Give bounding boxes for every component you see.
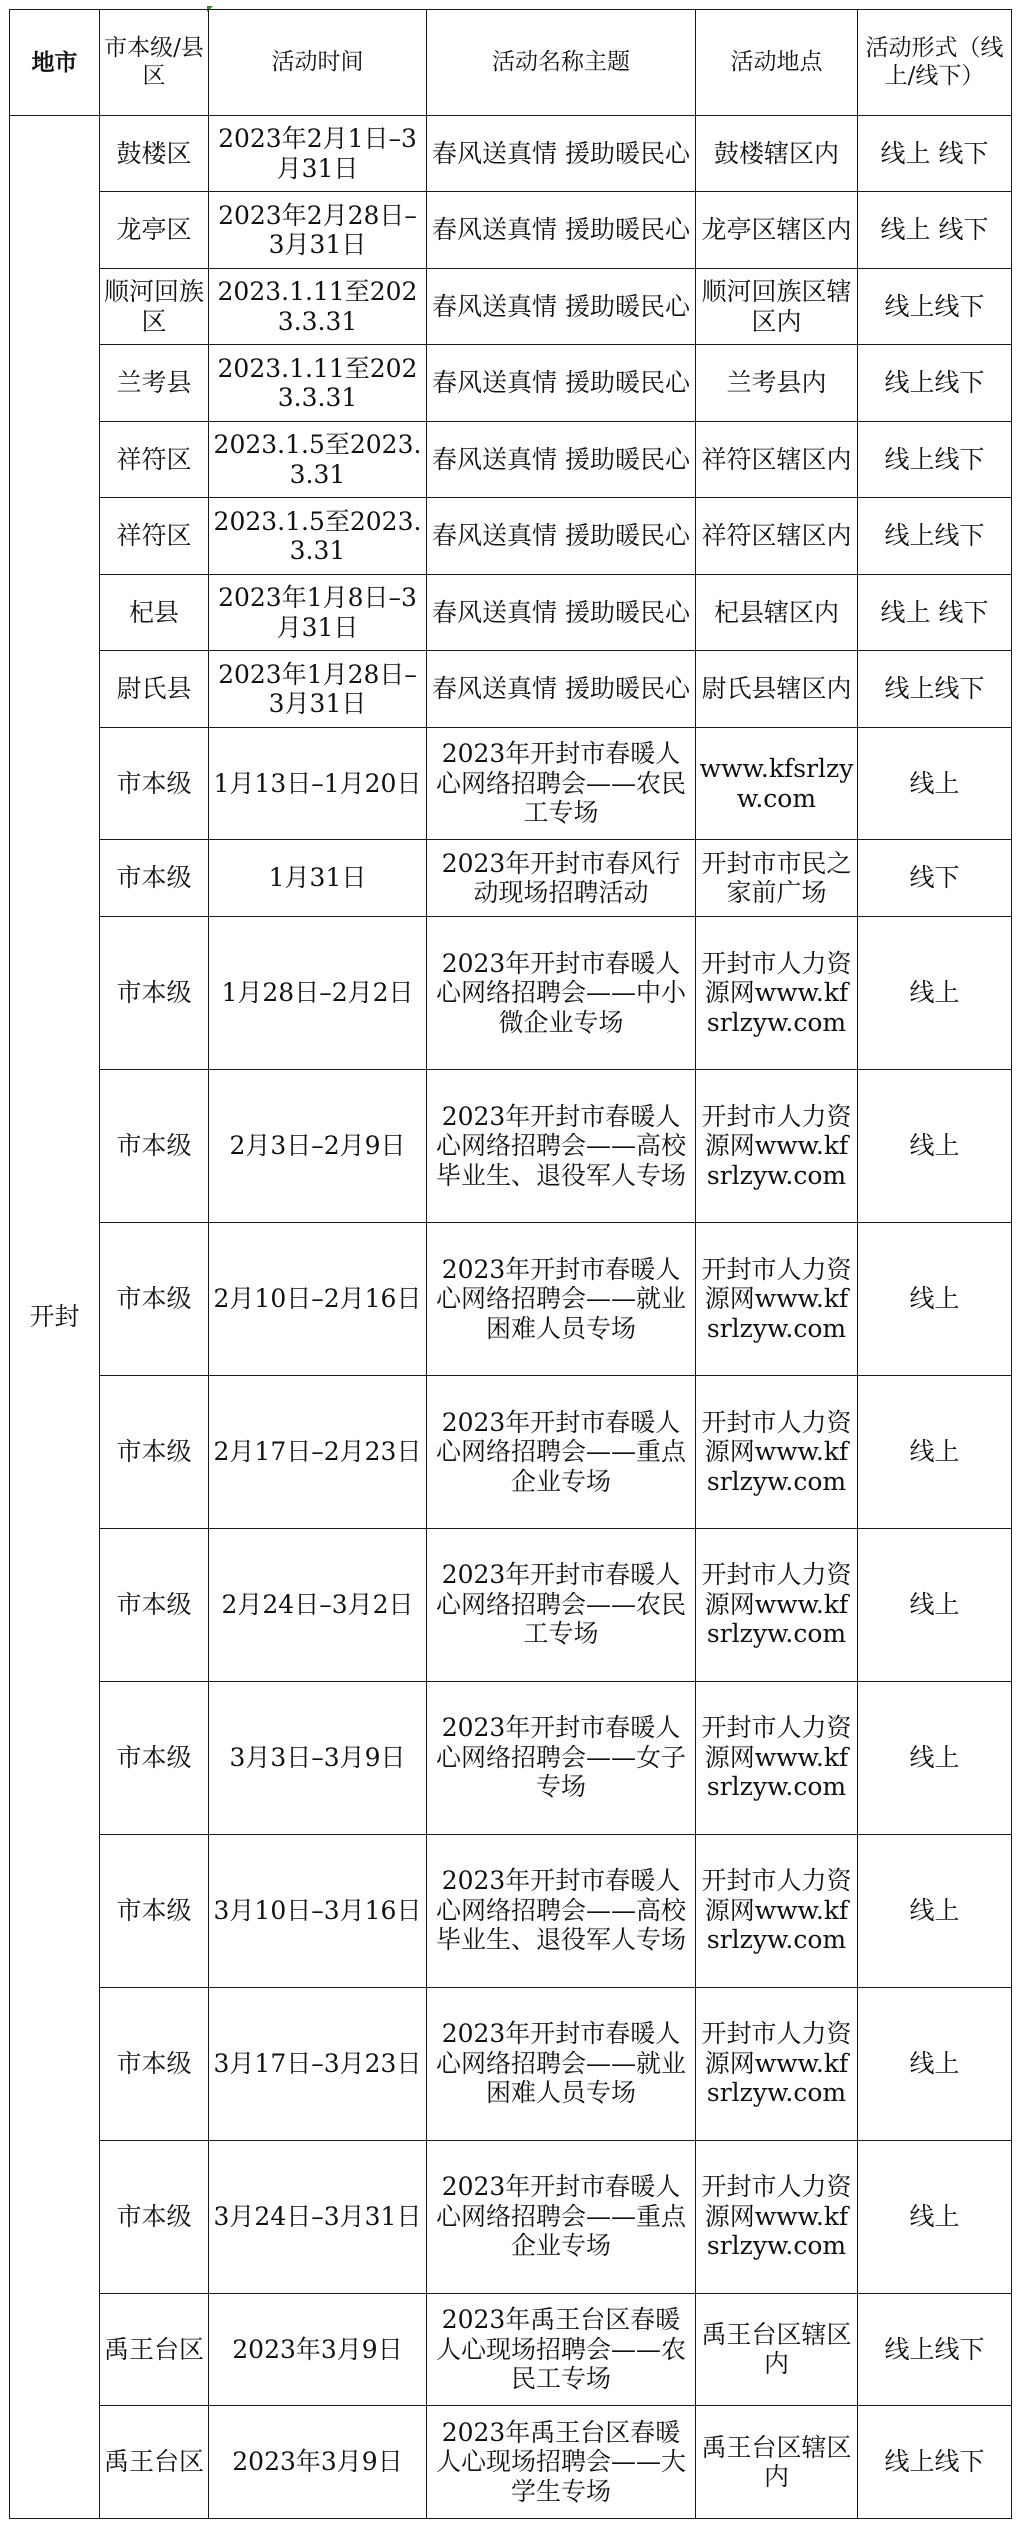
city-cell: 开封 bbox=[10, 116, 100, 2519]
level-cell: 顺河回族区 bbox=[100, 268, 209, 344]
level-cell: 鼓楼区 bbox=[100, 116, 209, 192]
header-theme: 活动名称主题 bbox=[427, 10, 696, 116]
table-row bbox=[10, 345, 1012, 421]
level-cell: 市本级 bbox=[100, 2140, 209, 2293]
table-row bbox=[10, 574, 1012, 650]
table-row bbox=[10, 2406, 1012, 2519]
header-city: 地市 bbox=[10, 10, 100, 116]
time-cell: 3月24日–3月31日 bbox=[209, 2140, 427, 2293]
place-cell: www.kfsrlzyw.com bbox=[696, 727, 858, 840]
place-cell: 开封市人力资源网www.kfsrlzyw.com bbox=[696, 2140, 858, 2293]
table-row bbox=[10, 2293, 1012, 2406]
level-cell: 杞县 bbox=[100, 574, 209, 650]
theme-cell: 春风送真情 援助暖民心 bbox=[427, 116, 696, 192]
theme-cell: 2023年开封市春暖人心网络招聘会——就业困难人员专场 bbox=[427, 1987, 696, 2140]
theme-cell: 2023年开封市春暖人心网络招聘会——重点企业专场 bbox=[427, 1375, 696, 1528]
header-place: 活动地点 bbox=[696, 10, 858, 116]
format-cell: 线上 bbox=[858, 727, 1012, 840]
time-cell: 3月17日–3月23日 bbox=[209, 1987, 427, 2140]
level-cell: 禹王台区 bbox=[100, 2406, 209, 2519]
header-format: 活动形式（线上/线下） bbox=[858, 10, 1012, 116]
level-cell: 市本级 bbox=[100, 1681, 209, 1834]
theme-cell: 2023年开封市春暖人心网络招聘会——女子专场 bbox=[427, 1681, 696, 1834]
theme-cell: 春风送真情 援助暖民心 bbox=[427, 498, 696, 574]
time-cell: 2023年3月9日 bbox=[209, 2406, 427, 2519]
place-cell: 开封市人力资源网www.kfsrlzyw.com bbox=[696, 1222, 858, 1375]
header-level: 市本级/县区 bbox=[100, 10, 209, 116]
level-cell: 禹王台区 bbox=[100, 2293, 209, 2406]
time-cell: 3月10日–3月16日 bbox=[209, 1834, 427, 1987]
level-cell: 尉氏县 bbox=[100, 651, 209, 727]
level-cell: 市本级 bbox=[100, 1069, 209, 1222]
place-cell: 兰考县内 bbox=[696, 345, 858, 421]
time-cell: 2023.1.5至2023.3.31 bbox=[209, 421, 427, 497]
place-cell: 禹王台区辖区内 bbox=[696, 2293, 858, 2406]
time-cell: 2月3日–2月9日 bbox=[209, 1069, 427, 1222]
time-cell: 2月10日–2月16日 bbox=[209, 1222, 427, 1375]
theme-cell: 2023年开封市春暖人心网络招聘会——农民工专场 bbox=[427, 1528, 696, 1681]
table-row bbox=[10, 840, 1012, 916]
format-cell: 线上 线下 bbox=[858, 116, 1012, 192]
format-cell: 线上 线下 bbox=[858, 192, 1012, 268]
format-cell: 线上线下 bbox=[858, 498, 1012, 574]
format-cell: 线上线下 bbox=[858, 651, 1012, 727]
time-cell: 2023年1月28日–3月31日 bbox=[209, 651, 427, 727]
table-row bbox=[10, 651, 1012, 727]
table-row bbox=[10, 116, 1012, 192]
place-cell: 杞县辖区内 bbox=[696, 574, 858, 650]
theme-cell: 春风送真情 援助暖民心 bbox=[427, 574, 696, 650]
theme-cell: 2023年开封市春暖人心网络招聘会——高校毕业生、退役军人专场 bbox=[427, 1069, 696, 1222]
format-cell: 线上 bbox=[858, 1681, 1012, 1834]
theme-cell: 2023年开封市春暖人心网络招聘会——高校毕业生、退役军人专场 bbox=[427, 1834, 696, 1987]
place-cell: 开封市人力资源网www.kfsrlzyw.com bbox=[696, 1681, 858, 1834]
theme-cell: 春风送真情 援助暖民心 bbox=[427, 192, 696, 268]
format-cell: 线上 bbox=[858, 1375, 1012, 1528]
time-cell: 3月3日–3月9日 bbox=[209, 1681, 427, 1834]
level-cell: 兰考县 bbox=[100, 345, 209, 421]
place-cell: 开封市人力资源网www.kfsrlzyw.com bbox=[696, 1834, 858, 1987]
theme-cell: 2023年禹王台区春暖人心现场招聘会——大学生专场 bbox=[427, 2406, 696, 2519]
time-cell: 2月24日–3月2日 bbox=[209, 1528, 427, 1681]
table-row bbox=[10, 421, 1012, 497]
table-row bbox=[10, 498, 1012, 574]
time-cell: 2023年2月1日–3月31日 bbox=[209, 116, 427, 192]
level-cell: 市本级 bbox=[100, 1987, 209, 2140]
format-cell: 线上线下 bbox=[858, 2406, 1012, 2519]
table-row bbox=[10, 1987, 1012, 2140]
format-cell: 线上 bbox=[858, 1069, 1012, 1222]
theme-cell: 2023年禹王台区春暖人心现场招聘会——农民工专场 bbox=[427, 2293, 696, 2406]
time-cell: 2023.1.5至2023.3.31 bbox=[209, 498, 427, 574]
level-cell: 市本级 bbox=[100, 727, 209, 840]
table-row bbox=[10, 268, 1012, 344]
format-cell: 线上线下 bbox=[858, 268, 1012, 344]
time-cell: 1月28日–2月2日 bbox=[209, 916, 427, 1069]
level-cell: 龙亭区 bbox=[100, 192, 209, 268]
theme-cell: 2023年开封市春暖人心网络招聘会——就业困难人员专场 bbox=[427, 1222, 696, 1375]
time-cell: 2月17日–2月23日 bbox=[209, 1375, 427, 1528]
format-cell: 线上线下 bbox=[858, 2293, 1012, 2406]
place-cell: 鼓楼辖区内 bbox=[696, 116, 858, 192]
format-cell: 线下 bbox=[858, 840, 1012, 916]
theme-cell: 春风送真情 援助暖民心 bbox=[427, 651, 696, 727]
activity-table bbox=[9, 9, 1012, 2519]
place-cell: 开封市人力资源网www.kfsrlzyw.com bbox=[696, 916, 858, 1069]
time-cell: 2023年1月8日–3月31日 bbox=[209, 574, 427, 650]
place-cell: 开封市人力资源网www.kfsrlzyw.com bbox=[696, 1069, 858, 1222]
table-row bbox=[10, 727, 1012, 840]
theme-cell: 2023年开封市春风行动现场招聘活动 bbox=[427, 840, 696, 916]
header-row bbox=[10, 10, 1012, 116]
format-cell: 线上线下 bbox=[858, 421, 1012, 497]
time-cell: 1月13日–1月20日 bbox=[209, 727, 427, 840]
table-row bbox=[10, 916, 1012, 1069]
table-row bbox=[10, 1528, 1012, 1681]
header-time: 活动时间 bbox=[209, 10, 427, 116]
theme-cell: 春风送真情 援助暖民心 bbox=[427, 345, 696, 421]
level-cell: 市本级 bbox=[100, 1375, 209, 1528]
level-cell: 市本级 bbox=[100, 1528, 209, 1681]
table-row bbox=[10, 1375, 1012, 1528]
time-cell: 1月31日 bbox=[209, 840, 427, 916]
place-cell: 祥符区辖区内 bbox=[696, 421, 858, 497]
time-cell: 2023年3月9日 bbox=[209, 2293, 427, 2406]
format-cell: 线上 bbox=[858, 1528, 1012, 1681]
format-cell: 线上 bbox=[858, 1987, 1012, 2140]
level-cell: 祥符区 bbox=[100, 498, 209, 574]
level-cell: 市本级 bbox=[100, 916, 209, 1069]
format-cell: 线上线下 bbox=[858, 345, 1012, 421]
place-cell: 开封市人力资源网www.kfsrlzyw.com bbox=[696, 1375, 858, 1528]
table-row bbox=[10, 1222, 1012, 1375]
theme-cell: 2023年开封市春暖人心网络招聘会——中小微企业专场 bbox=[427, 916, 696, 1069]
place-cell: 顺河回族区辖区内 bbox=[696, 268, 858, 344]
level-cell: 市本级 bbox=[100, 840, 209, 916]
place-cell: 祥符区辖区内 bbox=[696, 498, 858, 574]
place-cell: 龙亭区辖区内 bbox=[696, 192, 858, 268]
table-row bbox=[10, 1681, 1012, 1834]
place-cell: 开封市市民之家前广场 bbox=[696, 840, 858, 916]
format-cell: 线上 bbox=[858, 916, 1012, 1069]
time-cell: 2023.1.11至2023.3.31 bbox=[209, 345, 427, 421]
format-cell: 线上 bbox=[858, 1222, 1012, 1375]
format-cell: 线上 bbox=[858, 1834, 1012, 1987]
place-cell: 开封市人力资源网www.kfsrlzyw.com bbox=[696, 1987, 858, 2140]
format-cell: 线上 线下 bbox=[858, 574, 1012, 650]
level-cell: 祥符区 bbox=[100, 421, 209, 497]
theme-cell: 2023年开封市春暖人心网络招聘会——重点企业专场 bbox=[427, 2140, 696, 2293]
format-cell: 线上 bbox=[858, 2140, 1012, 2293]
table-row bbox=[10, 1834, 1012, 1987]
table-row bbox=[10, 1069, 1012, 1222]
place-cell: 禹王台区辖区内 bbox=[696, 2406, 858, 2519]
table-row bbox=[10, 192, 1012, 268]
time-cell: 2023年2月28日–3月31日 bbox=[209, 192, 427, 268]
theme-cell: 2023年开封市春暖人心网络招聘会——农民工专场 bbox=[427, 727, 696, 840]
level-cell: 市本级 bbox=[100, 1834, 209, 1987]
place-cell: 尉氏县辖区内 bbox=[696, 651, 858, 727]
place-cell: 开封市人力资源网www.kfsrlzyw.com bbox=[696, 1528, 858, 1681]
table-row bbox=[10, 2140, 1012, 2293]
theme-cell: 春风送真情 援助暖民心 bbox=[427, 268, 696, 344]
theme-cell: 春风送真情 援助暖民心 bbox=[427, 421, 696, 497]
level-cell: 市本级 bbox=[100, 1222, 209, 1375]
time-cell: 2023.1.11至2023.3.31 bbox=[209, 268, 427, 344]
